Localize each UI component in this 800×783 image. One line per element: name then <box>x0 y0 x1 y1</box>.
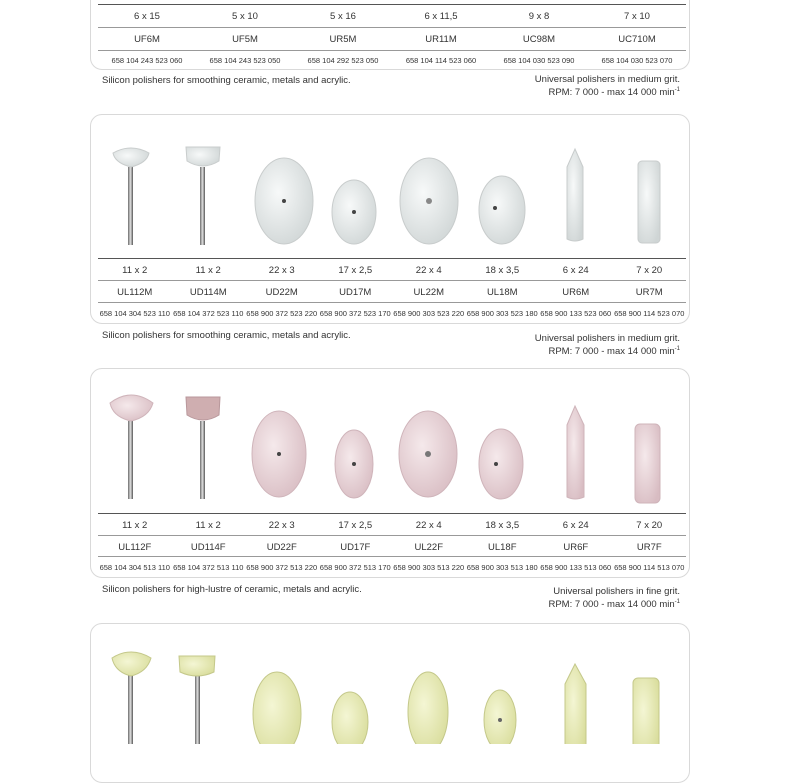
dimension-cell: 18 x 3,5 <box>485 265 520 276</box>
section-1-description: Silicon polishers for smoothing ceramic, metals and acrylic. <box>102 75 351 86</box>
product-code-cell: UD114F <box>190 542 226 553</box>
divider <box>98 513 686 514</box>
yellow-disc-large <box>253 672 301 744</box>
ul112f-polisher <box>110 395 153 499</box>
section-1-grit: Universal polishers in medium grit. <box>534 74 680 85</box>
ul18f-disc <box>479 429 523 499</box>
product-code-cell: UL112M <box>117 287 153 298</box>
reference-number-cell: 658 104 304 523 110 <box>99 309 170 318</box>
dimension-cell: 7 x 20 <box>636 265 663 276</box>
reference-number-cell: 658 900 372 523 170 <box>319 309 391 318</box>
product-code-cell: UD17F <box>340 542 371 553</box>
reference-number-cell: 658 104 372 523 110 <box>173 309 244 318</box>
dimension-cell: 6 x 24 <box>562 265 589 276</box>
reference-number-cell: 658 900 303 523 180 <box>466 309 538 318</box>
reference-number-cell: 658 104 114 523 060 <box>405 56 477 65</box>
dimension-cell: 22 x 3 <box>268 265 295 276</box>
dimension-cell: 11 x 2 <box>195 265 221 276</box>
reference-number-cell: 658 900 303 513 180 <box>466 563 538 572</box>
dimension-cell: 5 x 10 <box>232 11 258 22</box>
reference-number-cell: 658 900 372 523 220 <box>246 309 318 318</box>
ud17m-disc <box>332 180 376 244</box>
product-code-cell: UL18M <box>486 287 518 298</box>
product-code-cell: UR6M <box>562 287 590 298</box>
divider <box>98 27 686 28</box>
dimension-cell: 6 x 24 <box>562 520 589 531</box>
dimension-cell: 7 x 10 <box>624 11 650 22</box>
product-code-cell: UD22F <box>266 542 297 553</box>
product-code-cell: UL112F <box>118 542 152 553</box>
dimension-cell: 11 x 2 <box>122 520 148 531</box>
product-code-cell: UL18F <box>487 542 517 553</box>
divider <box>98 258 686 259</box>
section-3-grit: Universal polishers in fine grit. <box>553 586 680 597</box>
yellow-cylinder <box>633 678 659 744</box>
yellow-disc-large-2 <box>408 672 448 744</box>
reference-number-cell: 658 900 114 513 070 <box>614 563 685 572</box>
product-code-cell: UL22M <box>413 287 445 298</box>
yellow-disc-small-2 <box>484 690 516 744</box>
dimension-cell: 6 x 11,5 <box>424 11 458 22</box>
section-2-rpm: RPM: 7 000 - max 14 000 $\min^{-1}$ <box>548 346 680 358</box>
section-1-rpm: RPM: 7 000 - max 14 000 $\min^{-1}$ <box>548 87 680 99</box>
ul22f-disc <box>399 411 457 497</box>
product-panel-4 <box>90 623 690 783</box>
dimension-cell: 11 x 2 <box>122 265 148 276</box>
product-code-cell: UD114M <box>189 287 227 298</box>
product-code-cell: UR7F <box>636 542 662 553</box>
reference-number-cell: 658 900 303 523 220 <box>393 309 465 318</box>
reference-number-cell: 658 900 372 513 170 <box>319 563 391 572</box>
polisher-illustrations-grey <box>91 115 691 255</box>
product-code-cell: UC710M <box>618 34 656 45</box>
product-code-cell: UR6F <box>563 542 589 553</box>
dimension-cell: 22 x 3 <box>268 520 295 531</box>
reference-number-cell: 658 900 303 513 220 <box>393 563 465 572</box>
dimension-cell: 18 x 3,5 <box>485 520 520 531</box>
reference-number-cell: 658 104 030 523 090 <box>503 56 575 65</box>
reference-number-cell: 658 900 372 513 220 <box>246 563 318 572</box>
reference-number-cell: 658 900 133 523 060 <box>540 309 612 318</box>
dimension-cell: 22 x 4 <box>415 520 442 531</box>
ul18m-disc <box>479 176 525 244</box>
polisher-illustrations-pink <box>91 369 691 509</box>
divider <box>98 50 686 51</box>
dimension-cell: 9 x 8 <box>528 11 550 22</box>
divider <box>98 302 686 303</box>
yellow-cylinder-polisher <box>179 656 215 744</box>
divider <box>98 556 686 557</box>
reference-number-cell: 658 104 292 523 050 <box>307 56 379 65</box>
ur7m-cylinder <box>638 161 660 243</box>
ud22f-disc <box>252 411 306 497</box>
reference-number-cell: 658 900 114 523 070 <box>614 309 685 318</box>
reference-number-cell: 658 900 133 513 060 <box>540 563 612 572</box>
section-2-description: Silicon polishers for smoothing ceramic, metals and acrylic. <box>102 330 351 341</box>
product-code-cell: UL22F <box>414 542 443 553</box>
dimension-cell: 11 x 2 <box>195 520 221 531</box>
product-code-cell: UC98M <box>522 34 556 45</box>
ud114f-polisher <box>186 397 220 499</box>
polisher-illustrations-yellow <box>91 624 691 744</box>
product-code-cell: UR11M <box>425 34 457 45</box>
ud114m-polisher <box>186 147 220 245</box>
ud22m-disc <box>255 158 313 244</box>
section-3-rpm: RPM: 7 000 - max 14 000 $\min^{-1}$ <box>548 599 680 611</box>
yellow-disc-small <box>332 692 368 744</box>
ur7f-cylinder <box>635 424 660 503</box>
divider <box>98 280 686 281</box>
product-code-cell: UF5M <box>232 34 258 45</box>
section-2-grit: Universal polishers in medium grit. <box>534 333 680 344</box>
ur6m-point <box>567 149 583 241</box>
reference-number-cell: 658 104 372 513 110 <box>173 563 244 572</box>
ud17f-disc <box>335 430 373 498</box>
yellow-point <box>565 664 586 744</box>
ul22m-disc <box>400 158 458 244</box>
dimension-cell: 17 x 2,5 <box>338 520 373 531</box>
divider <box>98 4 686 5</box>
product-code-cell: UD22M <box>265 287 298 298</box>
dimension-cell: 6 x 15 <box>134 11 160 22</box>
divider <box>98 535 686 536</box>
product-code-cell: UR7M <box>635 287 663 298</box>
reference-number-cell: 658 104 243 523 060 <box>111 56 183 65</box>
dimension-cell: 22 x 4 <box>415 265 442 276</box>
product-code-cell: UD17M <box>339 287 372 298</box>
dimension-cell: 5 x 16 <box>330 11 356 22</box>
section-3-description: Silicon polishers for high-lustre of ceramic, metals and acrylic. <box>102 584 362 595</box>
yellow-cup-polisher <box>112 652 151 744</box>
dimension-cell: 7 x 20 <box>636 520 663 531</box>
reference-number-cell: 658 104 304 513 110 <box>99 563 170 572</box>
reference-number-cell: 658 104 243 523 050 <box>209 56 281 65</box>
ur6f-point <box>567 406 584 499</box>
dimension-cell: 17 x 2,5 <box>338 265 373 276</box>
ul112m-polisher <box>113 148 149 245</box>
product-code-cell: UR5M <box>329 34 357 45</box>
reference-number-cell: 658 104 030 523 070 <box>601 56 673 65</box>
product-code-cell: UF6M <box>134 34 160 45</box>
